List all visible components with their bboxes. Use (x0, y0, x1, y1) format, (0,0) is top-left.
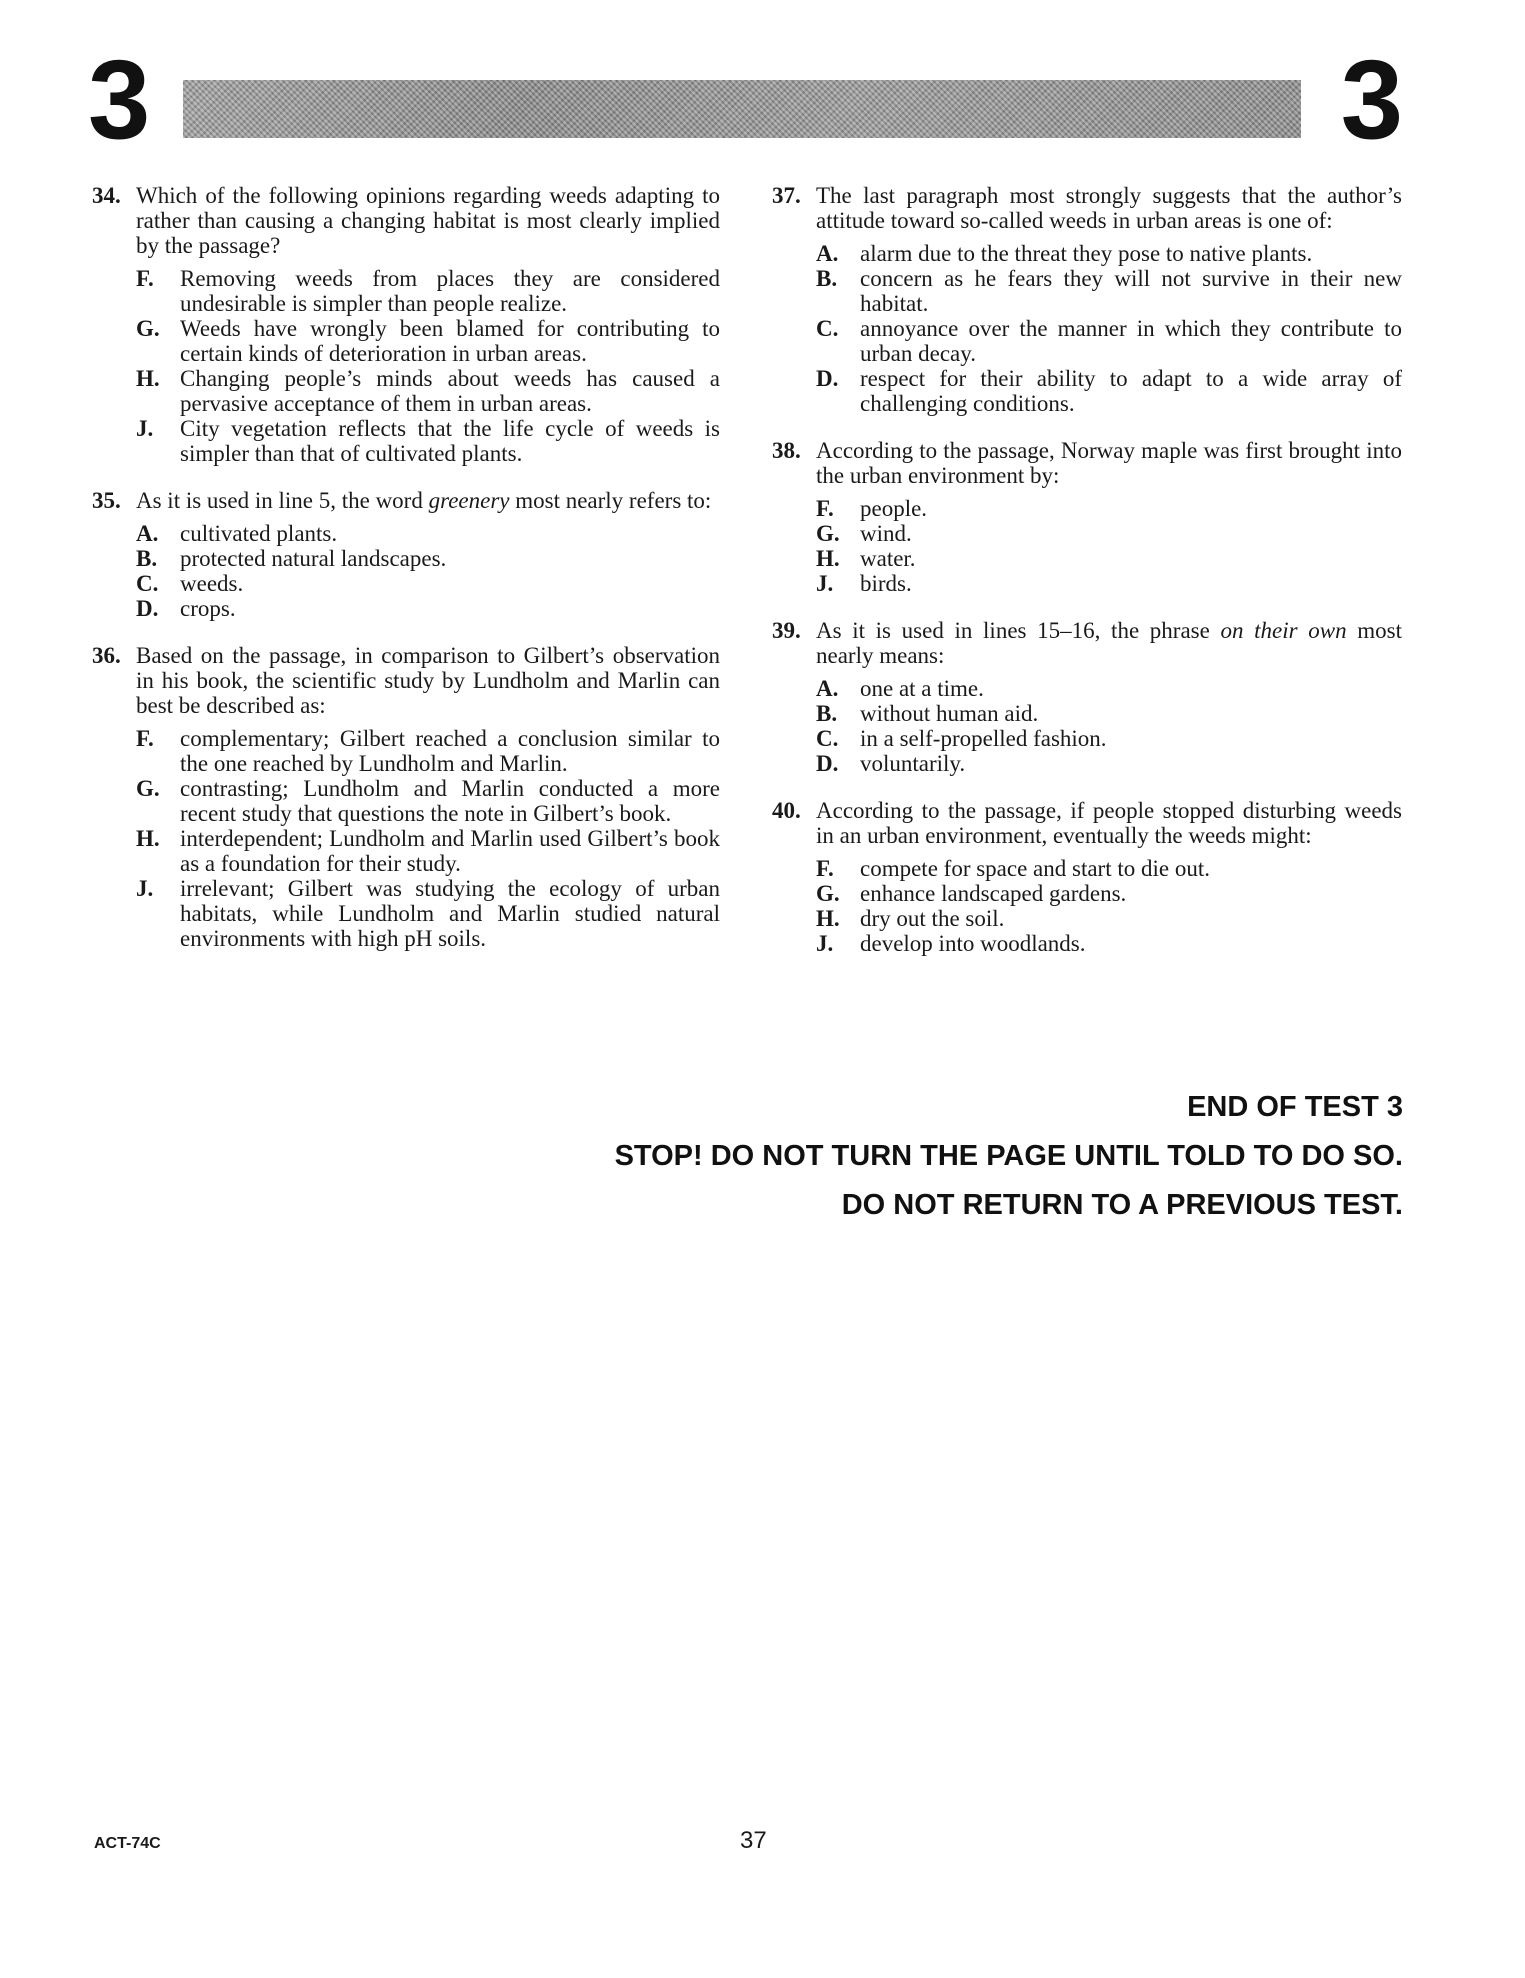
option-text: irrelevant; Gilbert was studying the ecology of urban habitats, while Lundholm and Marlin studied natural environments with high pH soils. (180, 876, 720, 951)
end-of-test-heading: END OF TEST 3 (1187, 1091, 1403, 1123)
answer-options (816, 496, 1402, 596)
answer-option[interactable] (136, 366, 720, 416)
option-letter: D. (816, 366, 839, 391)
answer-option[interactable] (816, 701, 1402, 726)
question-number: 38. (772, 438, 801, 463)
option-letter: J. (816, 571, 834, 596)
option-letter: G. (816, 521, 840, 546)
option-text: concern as he fears they will not survive in their new habitat. (860, 266, 1402, 316)
section-number-right: 3 (1340, 37, 1403, 162)
answer-option[interactable] (816, 241, 1402, 266)
option-text: voluntarily. (860, 751, 966, 776)
answer-option[interactable] (136, 596, 720, 621)
answer-options (136, 266, 720, 466)
answer-option[interactable] (136, 776, 720, 826)
question-stem: According to the passage, if people stopped disturbing weeds in an urban environment, eventually the weeds might: (816, 798, 1402, 848)
question-stem: Which of the following opinions regarding weeds adapting to rather than causing a changing habitat is most clearly implied by the passage? (136, 183, 720, 258)
answer-option[interactable] (136, 316, 720, 366)
section-number-left: 3 (88, 37, 151, 162)
answer-option[interactable] (136, 571, 720, 596)
question-stem: The last paragraph most strongly suggests that the author’s attitude toward so-called weeds in urban areas is one of: (816, 183, 1402, 233)
answer-options (816, 856, 1402, 956)
answer-option[interactable] (816, 676, 1402, 701)
option-text: develop into woodlands. (860, 931, 1086, 956)
answer-option[interactable] (816, 316, 1402, 366)
form-code: ACT-74C (94, 1835, 161, 1852)
question-number: 39. (772, 618, 801, 643)
answer-option[interactable] (136, 521, 720, 546)
option-text: complementary; Gilbert reached a conclusion similar to the one reached by Lundholm and Marlin. (180, 726, 720, 776)
answer-option[interactable] (816, 496, 1402, 521)
option-letter: H. (136, 826, 160, 851)
answer-options (816, 676, 1402, 776)
option-letter: B. (136, 546, 158, 571)
option-text: annoyance over the manner in which they contribute to urban decay. (860, 316, 1402, 366)
option-letter: G. (136, 776, 160, 801)
option-letter: H. (816, 906, 840, 931)
question-stem (816, 618, 1402, 668)
option-text: alarm due to the threat they pose to native plants. (860, 241, 1313, 266)
question-35 (92, 488, 720, 621)
stem-text: As it is used in lines 15–16, the phrase (816, 618, 1221, 643)
answer-option[interactable] (136, 266, 720, 316)
option-letter: C. (816, 316, 839, 341)
question-number: 36. (92, 643, 121, 668)
option-letter: B. (816, 266, 838, 291)
option-letter: F. (136, 726, 154, 751)
option-letter: A. (816, 241, 839, 266)
option-text: protected natural landscapes. (180, 546, 447, 571)
option-letter: F. (816, 856, 834, 881)
option-letter: J. (136, 876, 154, 901)
stem-emphasis: greenery (428, 488, 510, 513)
stop-instruction: STOP! DO NOT TURN THE PAGE UNTIL TOLD TO DO SO. (614, 1140, 1403, 1172)
question-stem: According to the passage, Norway maple was first brought into the urban environment by: (816, 438, 1402, 488)
option-text: enhance landscaped gardens. (860, 881, 1127, 906)
answer-option[interactable] (136, 726, 720, 776)
answer-options (136, 521, 720, 621)
option-text: Changing people’s minds about weeds has caused a pervasive acceptance of them in urban areas. (180, 366, 720, 416)
question-number: 40. (772, 798, 801, 823)
option-letter: D. (816, 751, 839, 776)
option-letter: G. (136, 316, 160, 341)
answer-option[interactable] (136, 546, 720, 571)
option-letter: A. (136, 521, 159, 546)
section-header-bar (183, 80, 1301, 138)
option-text: Weeds have wrongly been blamed for contributing to certain kinds of deterioration in urban areas. (180, 316, 720, 366)
option-text: cultivated plants. (180, 521, 338, 546)
option-letter: H. (136, 366, 160, 391)
question-34 (92, 183, 720, 466)
answer-options (816, 241, 1402, 416)
option-letter: C. (816, 726, 839, 751)
question-number: 35. (92, 488, 121, 513)
answer-option[interactable] (816, 856, 1402, 881)
question-36 (92, 643, 720, 951)
answer-option[interactable] (136, 876, 720, 951)
answer-option[interactable] (816, 881, 1402, 906)
end-of-test-notice (615, 1083, 1403, 1230)
option-text: wind. (860, 521, 912, 546)
option-letter: B. (816, 701, 838, 726)
left-column (92, 183, 720, 973)
answer-option[interactable] (816, 726, 1402, 751)
option-text: dry out the soil. (860, 906, 1005, 931)
option-text: in a self-propelled fashion. (860, 726, 1107, 751)
option-letter: F. (136, 266, 154, 291)
option-text: compete for space and start to die out. (860, 856, 1210, 881)
option-text: one at a time. (860, 676, 984, 701)
answer-option[interactable] (136, 416, 720, 466)
stem-emphasis: on their own (1220, 618, 1347, 643)
option-text: weeds. (180, 571, 244, 596)
answer-option[interactable] (816, 751, 1402, 776)
option-letter: D. (136, 596, 159, 621)
stem-text: most nearly refers to: (509, 488, 712, 513)
question-39 (772, 618, 1402, 776)
answer-option[interactable] (816, 931, 1402, 956)
option-letter: F. (816, 496, 834, 521)
stem-text: As it is used in line 5, the word (136, 488, 429, 513)
option-letter: C. (136, 571, 159, 596)
option-letter: A. (816, 676, 839, 701)
question-37 (772, 183, 1402, 416)
option-letter: H. (816, 546, 840, 571)
answer-option[interactable] (816, 521, 1402, 546)
answer-option[interactable] (816, 266, 1402, 316)
option-text: crops. (180, 596, 236, 621)
question-stem: Based on the passage, in comparison to Gilbert’s observation in his book, the scientific study by Lundholm and Marlin can best be described as: (136, 643, 720, 718)
option-text: birds. (860, 571, 912, 596)
answer-option[interactable] (816, 366, 1402, 416)
question-stem (136, 488, 720, 513)
stem-text: most nearly means: (816, 618, 1403, 668)
answer-option[interactable] (136, 826, 720, 876)
option-text: Removing weeds from places they are considered undesirable is simpler than people realize. (180, 266, 720, 316)
answer-option[interactable] (816, 571, 1402, 596)
answer-options (136, 726, 720, 951)
option-letter: G. (816, 881, 840, 906)
question-number: 34. (92, 183, 121, 208)
question-number: 37. (772, 183, 801, 208)
answer-option[interactable] (816, 906, 1402, 931)
right-column (772, 183, 1402, 978)
option-letter: J. (816, 931, 834, 956)
option-text: contrasting; Lundholm and Marlin conducted a more recent study that questions the note in Gilbert’s book. (180, 776, 720, 826)
page-number: 37 (740, 1827, 767, 1854)
option-text: interdependent; Lundholm and Marlin used Gilbert’s book as a foundation for their study. (180, 826, 720, 876)
option-text: respect for their ability to adapt to a wide array of challenging conditions. (860, 366, 1402, 416)
option-letter: J. (136, 416, 154, 441)
question-38 (772, 438, 1402, 596)
answer-option[interactable] (816, 546, 1402, 571)
option-text: without human aid. (860, 701, 1039, 726)
no-return-instruction: DO NOT RETURN TO A PREVIOUS TEST. (841, 1189, 1403, 1221)
option-text: City vegetation reflects that the life cycle of weeds is simpler than that of cultivated plants. (180, 416, 720, 466)
option-text: water. (860, 546, 916, 571)
question-40 (772, 798, 1402, 956)
option-text: people. (860, 496, 928, 521)
